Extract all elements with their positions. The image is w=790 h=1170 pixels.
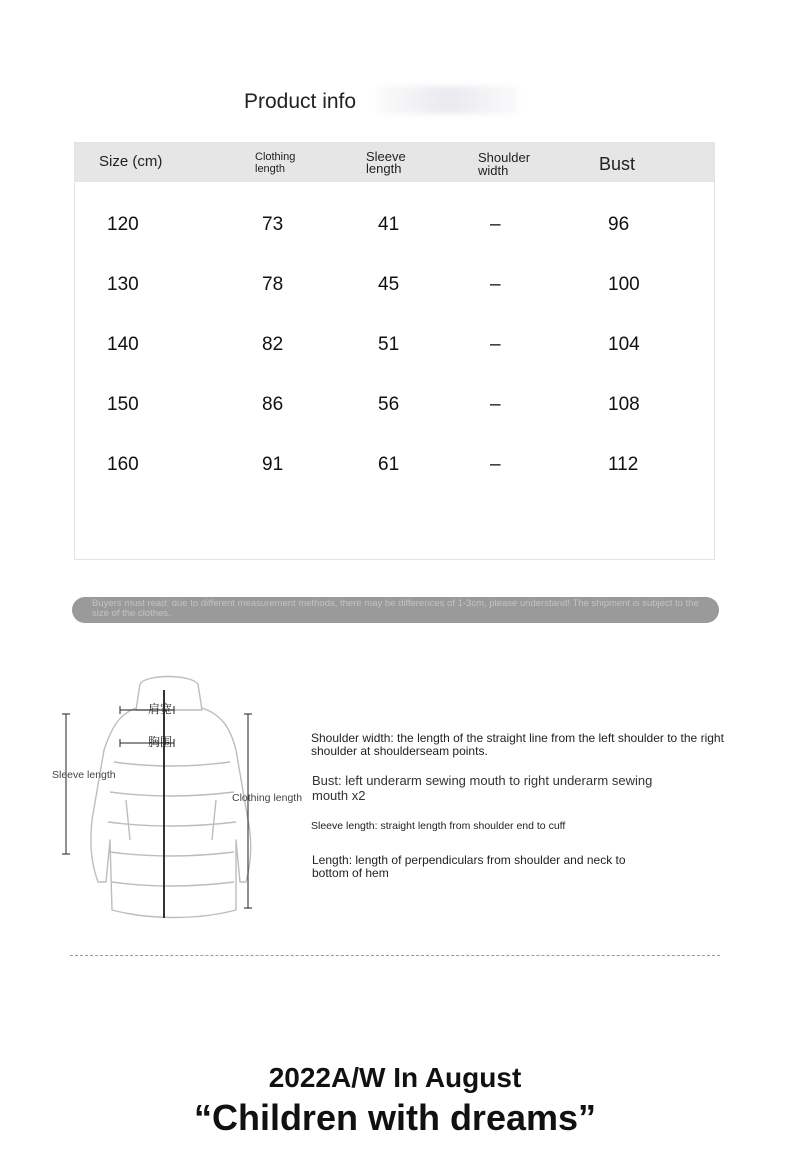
cell-bust: 104 [608, 334, 640, 355]
buyer-notice-banner [72, 597, 719, 623]
cell-clothing-length: 86 [262, 394, 284, 415]
tagline-season: 2022A/W In August [268, 1062, 522, 1093]
table-row [75, 454, 714, 484]
clothing-length-label: Clothing length [232, 792, 303, 804]
cell-shoulder-width: – [490, 454, 501, 475]
cell-sleeve-length: 51 [378, 334, 400, 355]
cell-shoulder-width: – [490, 394, 501, 415]
cell-bust: 112 [608, 454, 639, 475]
header-size: Size (cm) [99, 153, 163, 170]
cell-bust: 96 [608, 214, 630, 235]
header-clothing-length: Clothing length [255, 151, 296, 175]
header-bust: Bust [599, 154, 636, 174]
cell-size: 160 [107, 454, 139, 475]
table-row [75, 274, 714, 304]
section-divider [70, 955, 720, 956]
cell-size: 150 [107, 394, 139, 415]
header-sleeve-length: Sleeve length [366, 149, 406, 176]
table-header [75, 143, 714, 182]
cell-shoulder-width: – [490, 334, 501, 355]
shoulder-width-label: 肩宽 [148, 702, 173, 716]
cell-sleeve-length: 56 [378, 394, 400, 415]
cell-bust: 100 [608, 274, 640, 295]
shoulder-width-description: Shoulder width: the length of the straight line from the left shoulder to the right shoulder at shoulderseam points. [311, 731, 724, 758]
page-title: Product info [244, 90, 357, 113]
table-row [75, 394, 714, 424]
sleeve-length-label: Sleeve length [52, 769, 116, 781]
measurement-diagram [40, 670, 320, 930]
table-row [75, 214, 714, 244]
cell-sleeve-length: 41 [378, 214, 400, 235]
tagline-slogan: “Children with dreams” [193, 1097, 597, 1138]
cell-shoulder-width: – [490, 274, 501, 295]
cell-bust: 108 [608, 394, 640, 415]
bust-label: 胸围 [148, 735, 173, 749]
cell-sleeve-length: 45 [378, 274, 400, 295]
table-row [75, 334, 714, 364]
sleeve-length-description: Sleeve length: straight length from shoulder end to cuff [311, 820, 566, 832]
cell-shoulder-width: – [490, 214, 501, 235]
cell-sleeve-length: 61 [378, 454, 400, 475]
cell-clothing-length: 73 [262, 214, 284, 235]
cell-clothing-length: 82 [262, 334, 284, 355]
title-watermark [378, 86, 518, 114]
header-shoulder-width: Shoulder width [478, 150, 531, 178]
cell-size: 120 [107, 214, 139, 235]
buyer-notice-text: Buyers must read: due to different measurement methods, there may be differences of 1-3cm, please understand! The shipment is subject to the size of the clothes. [92, 598, 699, 619]
size-table [74, 142, 715, 560]
cell-clothing-length: 91 [262, 454, 284, 475]
cell-clothing-length: 78 [262, 274, 284, 295]
length-description: Length: length of perpendiculars from shoulder and neck to bottom of hem [312, 853, 626, 880]
cell-size: 130 [107, 274, 139, 295]
bust-description: Bust: left underarm sewing mouth to right underarm sewing mouth x2 [312, 773, 653, 803]
cell-size: 140 [107, 334, 139, 355]
